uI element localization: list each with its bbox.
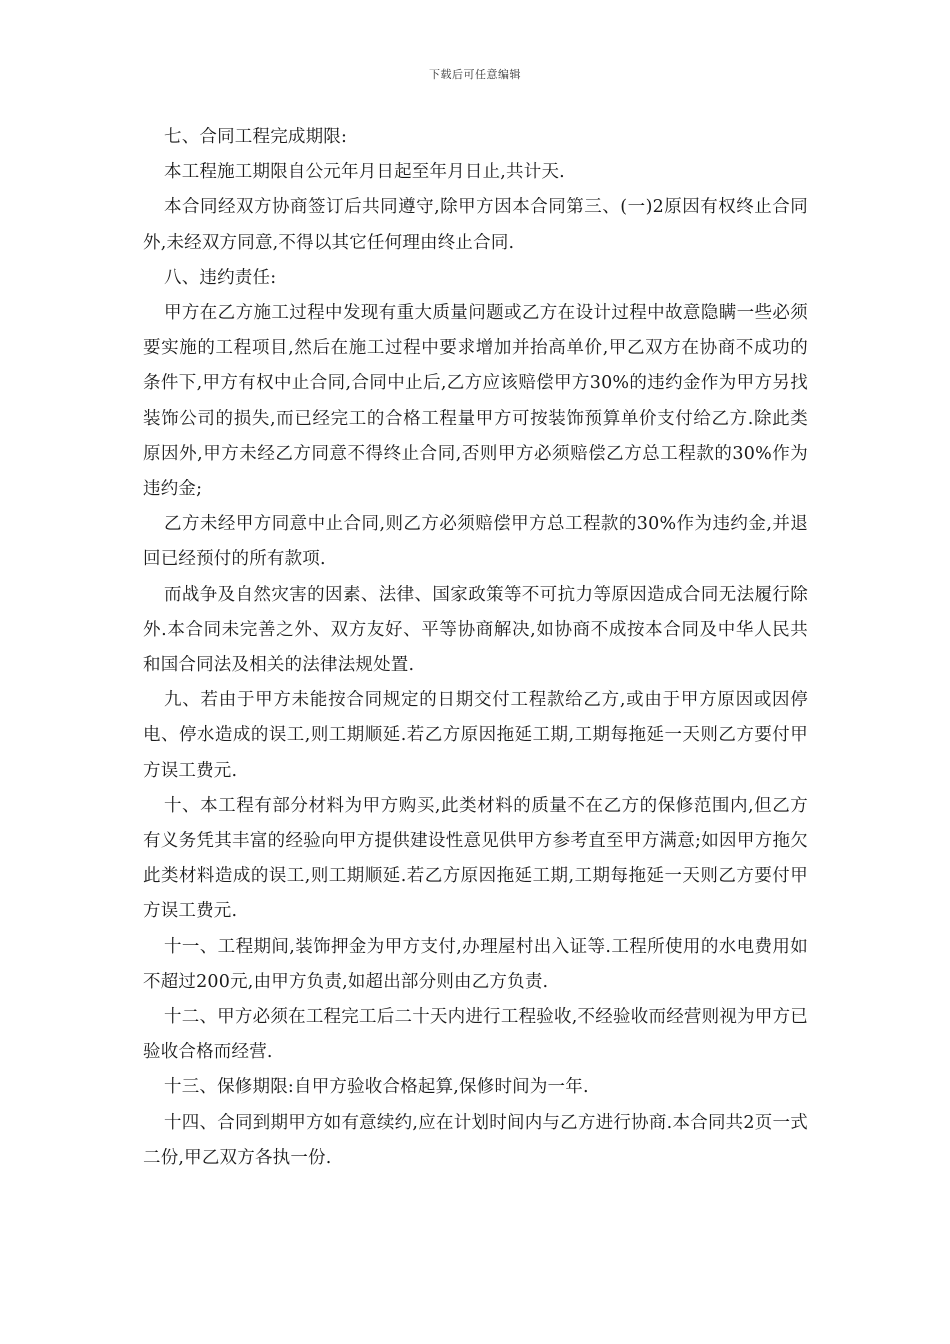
section-8-paragraph-3: 而战争及自然灾害的因素、法律、国家政策等不可抗力等原因造成合同无法履行除外.本合同未完善之外、双方友好、平等协商解决,如协商不成按本合同及中华人民共和国合同法及相关的法律法规处置. xyxy=(143,584,808,676)
section-10-paragraph: 十、本工程有部分材料为甲方购买,此类材料的质量不在乙方的保修范围内,但乙方有义务凭其丰富的经验向甲方提供建设性意见供甲方参考直至甲方满意;如因甲方拖欠此类材料造成的误工,则工期顺延.若乙方原因拖延工期,工期每拖延一天则乙方要付甲方误工费元. xyxy=(143,795,808,922)
section-7-paragraph-1: 本工程施工期限自公元年月日起至年月日止,共计天. xyxy=(164,162,565,183)
section-8-title: 八、违约责任: xyxy=(164,267,277,288)
section-13-paragraph: 十三、保修期限:自甲方验收合格起算,保修时间为一年. xyxy=(164,1077,589,1098)
section-7-title: 七、合同工程完成期限: xyxy=(164,127,348,147)
section-7-paragraph-2: 本合同经双方协商签订后共同遵守,除甲方因本合同第三、(一)2原因有权终止合同外,未经双方同意,不得以其它任何理由终止合同. xyxy=(143,197,808,253)
section-8-paragraph-1: 甲方在乙方施工过程中发现有重大质量问题或乙方在设计过程中故意隐瞒一些必须要实施的工程项目,然后在施工过程中要求增加并抬高单价,甲乙双方在协商不成功的条件下,甲方有权中止合同,合同中止后,乙方应该赔偿甲方30%的违约金作为甲方另找装饰公司的损失,而已经完工的合格工程量甲方可按装饰预算单价支付给乙方.除此类原因外,甲方未经乙方同意不得终止合同,否则甲方必须赔偿乙方总工程款的30%作为违约金; xyxy=(143,303,808,500)
section-12-paragraph: 十二、甲方必须在工程完工后二十天内进行工程验收,不经验收而经营则视为甲方已验收合格而经营. xyxy=(143,1007,808,1063)
section-11-paragraph: 十一、工程期间,装饰押金为甲方支付,办理屋村出入证等.工程所使用的水电费用如不超过200元,由甲方负责,如超出部分则由乙方负责. xyxy=(143,936,808,992)
page-header: 下载后可任意编辑 xyxy=(429,68,521,81)
section-8-paragraph-2: 乙方未经甲方同意中止合同,则乙方必须赔偿甲方总工程款的30%作为违约金,并退回已经预付的所有款项. xyxy=(143,514,808,570)
document-body xyxy=(143,120,808,1176)
section-9-paragraph: 九、若由于甲方未能按合同规定的日期交付工程款给乙方,或由于甲方原因或因停电、停水造成的误工,则工期顺延.若乙方原因拖延工期,工期每拖延一天则乙方要付甲方误工费元. xyxy=(143,690,808,781)
section-14-paragraph: 十四、合同到期甲方如有意续约,应在计划时间内与乙方进行协商.本合同共2页一式二份,甲乙双方各执一份. xyxy=(143,1112,808,1168)
